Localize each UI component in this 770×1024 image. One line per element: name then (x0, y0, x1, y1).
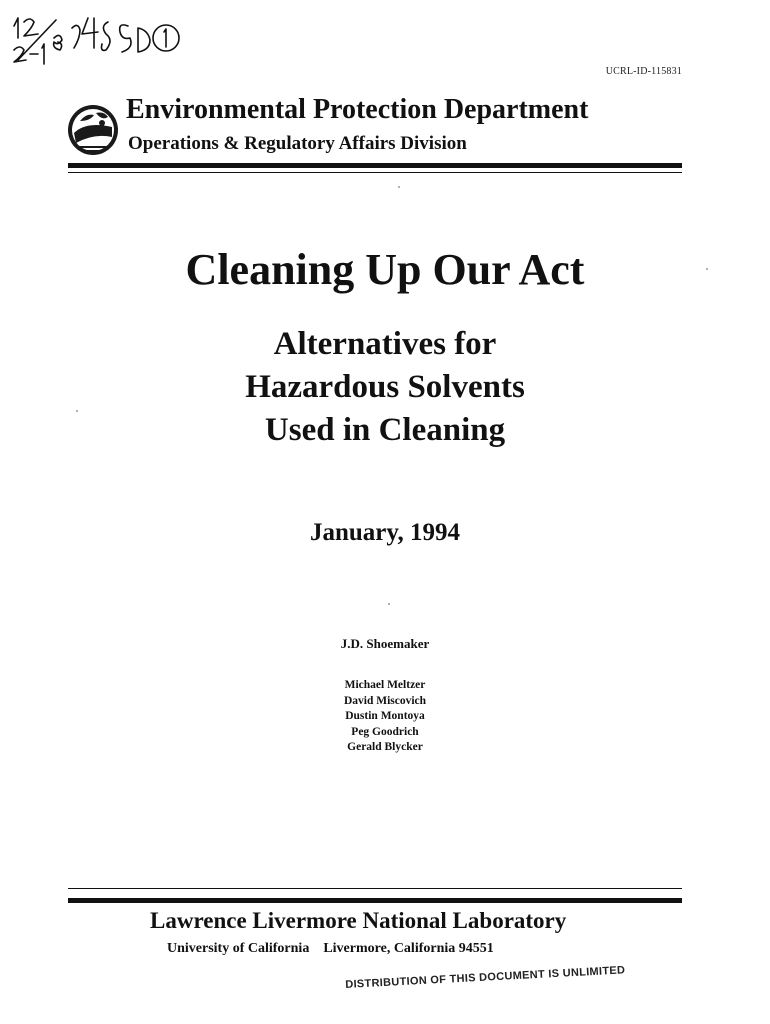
subtitle-line: Alternatives for (273, 326, 497, 362)
header-rule-thick (68, 163, 682, 168)
author-name: Peg Goodrich (351, 725, 419, 738)
author-name: Michael Meltzer (344, 679, 426, 691)
lab-address (167, 941, 494, 957)
footer-rule-thick (68, 898, 682, 903)
lead-author: J.D. Shoemaker (340, 636, 430, 651)
division-name: Operations & Regulatory Affairs Division (128, 133, 467, 154)
handwritten-note (8, 8, 193, 80)
document-id: UCRL-ID-115831 (605, 66, 682, 77)
report-subtitle (0, 323, 770, 452)
scan-speck (76, 410, 78, 412)
distribution-stamp: DISTRIBUTION OF THIS DOCUMENT IS UNLIMITED (345, 964, 626, 991)
epd-logo-icon (66, 103, 120, 157)
lab-name: Lawrence Livermore National Laboratory (150, 908, 567, 933)
scan-speck (706, 268, 708, 270)
subtitle-line: Hazardous Solvents (245, 369, 525, 405)
subtitle-line: Used in Cleaning (264, 412, 506, 448)
department-title: Environmental Protection Department (126, 94, 589, 125)
footer-rule-thin (68, 888, 682, 889)
scan-speck (388, 603, 390, 605)
scan-speck (398, 186, 400, 188)
author-list (0, 678, 770, 756)
university-name: University of California (167, 941, 310, 956)
lab-location: Livermore, California 94551 (323, 941, 494, 956)
report-date: January, 1994 (309, 519, 461, 546)
author-name: Gerald Blycker (347, 741, 423, 753)
header-rule-thin (68, 172, 682, 173)
author-name: Dustin Montoya (345, 710, 425, 722)
author-name: David Miscovich (343, 694, 427, 707)
report-title: Cleaning Up Our Act (185, 245, 585, 294)
